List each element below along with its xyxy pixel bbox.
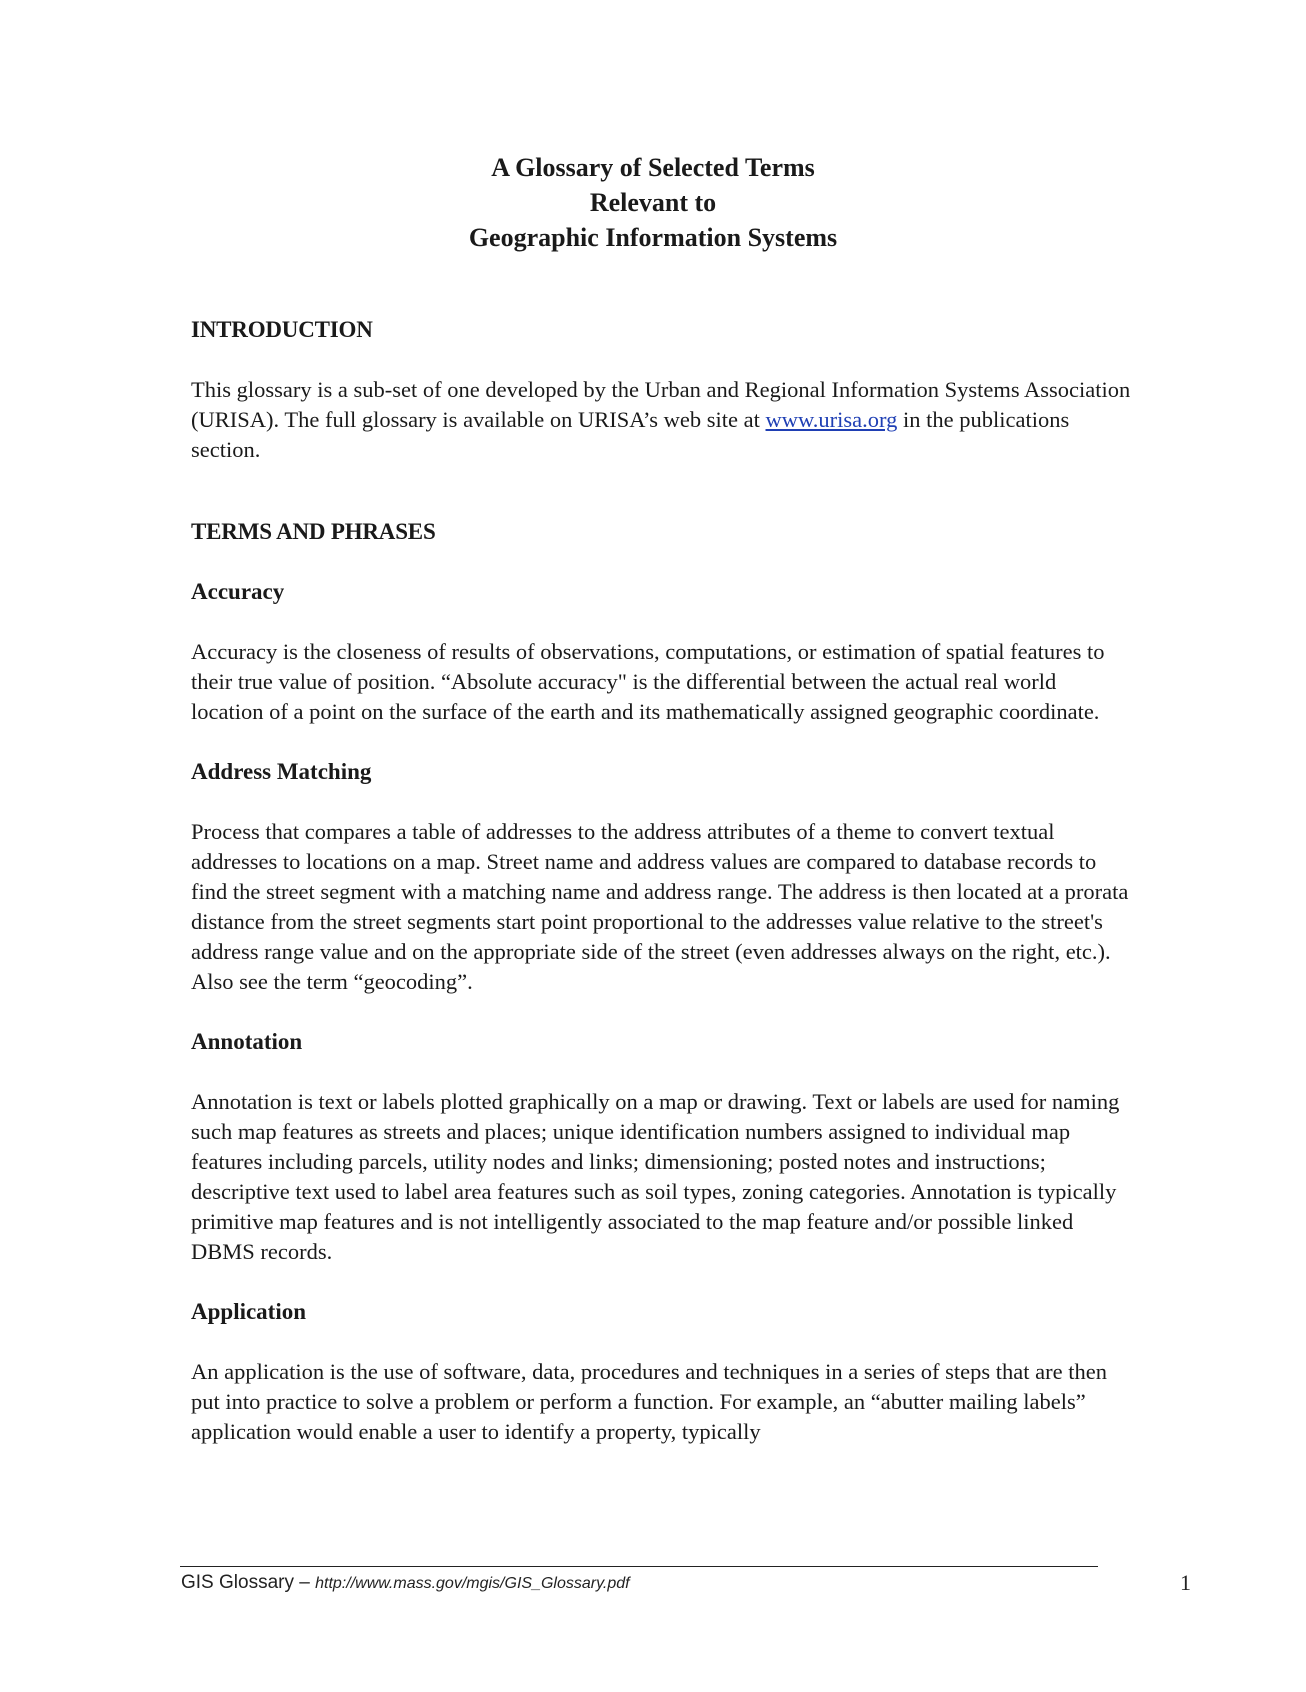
footer-url: http://www.mass.gov/mgis/GIS_Glossary.pdf	[315, 1575, 630, 1592]
term-heading-address-matching: Address Matching	[191, 759, 372, 784]
term-definition-address-matching: Process that compares a table of addresses to the address attributes of a theme to convert textual addresses to locations on a map. Street name and address values are compared to database records to find the street segment with a matching name and address range. The address is then located at a prorata distance from the street segments start point proportional to the addresses value relative to the street's address range value and on the appropriate side of the street (even addresses always on the right, etc.). Also see the term “geocoding”.	[191, 819, 1129, 994]
term-heading-annotation: Annotation	[191, 1029, 303, 1054]
terms-heading: TERMS AND PHRASES	[191, 519, 436, 544]
term-heading-accuracy: Accuracy	[191, 579, 285, 604]
footer-source	[181, 1572, 630, 1594]
introduction-heading: INTRODUCTION	[191, 317, 373, 342]
title-line-3: Geographic Information Systems	[468, 223, 838, 252]
title-line-1: A Glossary of Selected Terms	[491, 153, 815, 182]
page-number: 1	[1180, 1570, 1191, 1595]
document-title	[0, 150, 1306, 255]
document-body	[191, 315, 1131, 1447]
term-definition-application: An application is the use of software, data, procedures and techniques in a series of steps that are then put into practice to solve a problem or perform a function. For example, an “abutter mailing labels” application would enable a user to identify a property, typically	[191, 1359, 1107, 1444]
footer-label: GIS Glossary –	[181, 1572, 316, 1593]
introduction-text-end: in the publications section.	[191, 407, 1070, 462]
introduction-paragraph	[191, 375, 1131, 465]
introduction-text: This glossary is a sub-set of one developed by the Urban and Regional Information Systems Association (URISA). The full glossary is available on URISA’s web site at	[191, 377, 1131, 432]
title-line-2: Relevant to	[589, 188, 717, 217]
term-heading-application: Application	[191, 1299, 307, 1324]
footer-divider	[180, 1566, 1098, 1567]
term-definition-annotation: Annotation is text or labels plotted graphically on a map or drawing. Text or labels are used for naming such map features as streets and places; unique identification numbers assigned to individual map features including parcels, utility nodes and links; dimensioning; posted notes and instructions; descriptive text used to label area features such as soil types, zoning categories. Annotation is typically primitive map features and is not intelligently associated to the map feature and/or possible linked DBMS records.	[191, 1089, 1120, 1264]
urisa-link[interactable]: www.urisa.org	[765, 407, 898, 432]
term-definition-accuracy: Accuracy is the closeness of results of observations, computations, or estimation of spatial features to their true value of position. “Absolute accuracy" is the differential between the actual real world location of a point on the surface of the earth and its mathematically assigned geographic coordinate.	[191, 639, 1105, 724]
